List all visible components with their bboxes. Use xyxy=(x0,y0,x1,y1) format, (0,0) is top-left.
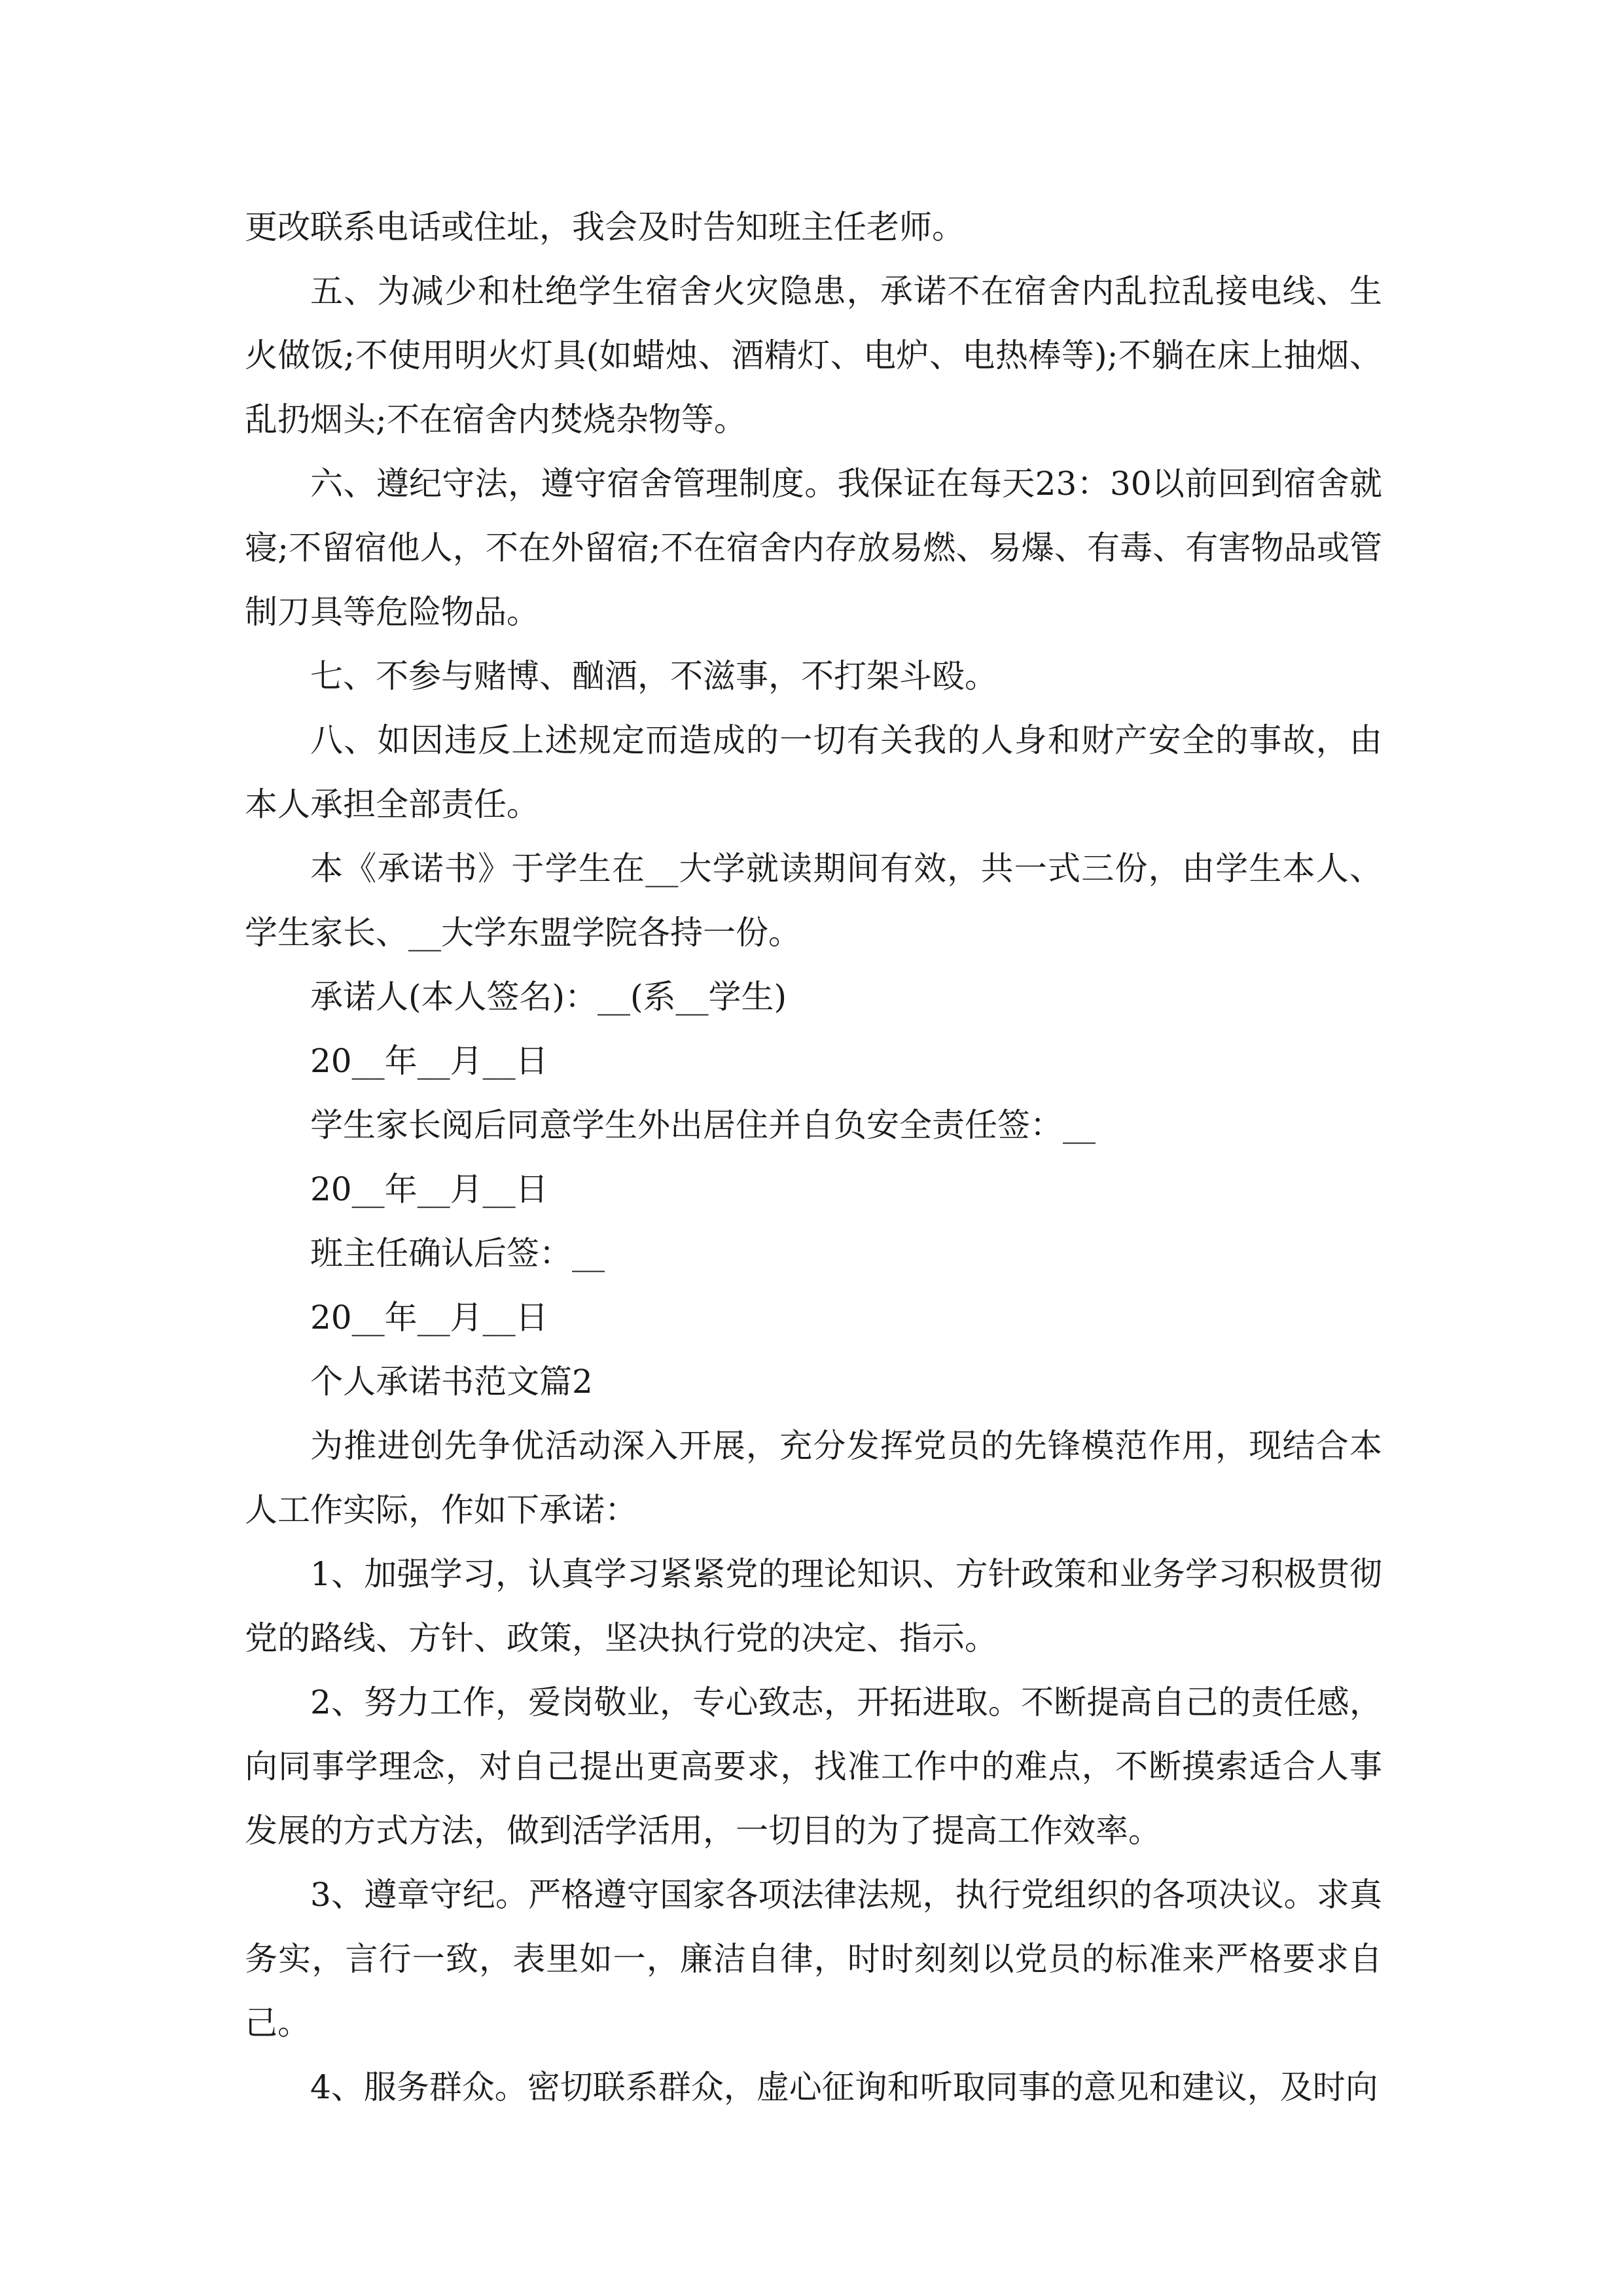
document-body xyxy=(245,195,1382,2119)
paragraph-validity: 本《承诺书》于学生在__大学就读期间有效，共一式三份，由学生本人、学生家长、__大学东盟学院各持一份。 xyxy=(245,850,1382,952)
date-line-parent: 20__年__月__日 xyxy=(310,1170,548,1208)
date-line-class-teacher: 20__年__月__日 xyxy=(310,1299,548,1336)
paragraph-continuation: 更改联系电话或住址，我会及时告知班主任老师。 xyxy=(245,208,965,246)
signature-parent: 学生家长阅后同意学生外出居住并自负安全责任签：__ xyxy=(310,1106,1096,1144)
paragraph-point-2-work: 2、努力工作，爱岗敬业，专心致志，开拓进取。不断提高自己的责任感，向同事学理念，对自己提出更高要求，找准工作中的难点，不断摸索适合人事发展的方式方法，做到活学活用，一切目的为了提高工作效率。 xyxy=(245,1683,1382,1850)
signature-promisor: 承诺人(本人签名)：__(系__学生) xyxy=(310,978,787,1016)
section-heading-sample-2: 个人承诺书范文篇2 xyxy=(310,1363,593,1401)
paragraph-point-4-service: 4、服务群众。密切联系群众，虚心征询和听取同事的意见和建议，及时向 xyxy=(310,2068,1378,2106)
paragraph-item-8-liability: 八、如因违反上述规定而造成的一切有关我的人身和财产安全的事故，由本人承担全部责任。 xyxy=(245,721,1382,823)
date-line-promisor: 20__年__月__日 xyxy=(310,1042,548,1080)
signature-class-teacher: 班主任确认后签：__ xyxy=(310,1234,605,1272)
paragraph-item-5-fire-safety: 五、为减少和杜绝学生宿舍火灾隐患，承诺不在宿舍内乱拉乱接电线、生火做饭;不使用明火灯具(如蜡烛、酒精灯、电炉、电热棒等);不躺在床上抽烟、乱扔烟头;不在宿舍内焚烧杂物等。 xyxy=(245,272,1382,439)
paragraph-point-3-discipline: 3、遵章守纪。严格遵守国家各项法律法规，执行党组织的各项决议。求真务实，言行一致，表里如一，廉洁自律，时时刻刻以党员的标准来严格要求自己。 xyxy=(245,1876,1382,2042)
paragraph-intro: 为推进创先争优活动深入开展，充分发挥党员的先锋模范作用，现结合本人工作实际，作如下承诺： xyxy=(245,1427,1382,1529)
paragraph-point-1-study: 1、加强学习，认真学习紧紧党的理论知识、方针政策和业务学习积极贯彻党的路线、方针、政策，坚决执行党的决定、指示。 xyxy=(245,1555,1382,1657)
paragraph-item-7-conduct: 七、不参与赌博、酗酒，不滋事，不打架斗殴。 xyxy=(310,657,997,695)
paragraph-item-6-dorm-rules: 六、遵纪守法，遵守宿舍管理制度。我保证在每天23：30以前回到宿舍就寝;不留宿他人，不在外留宿;不在宿舍内存放易燃、易爆、有毒、有害物品或管制刀具等危险物品。 xyxy=(245,465,1382,631)
